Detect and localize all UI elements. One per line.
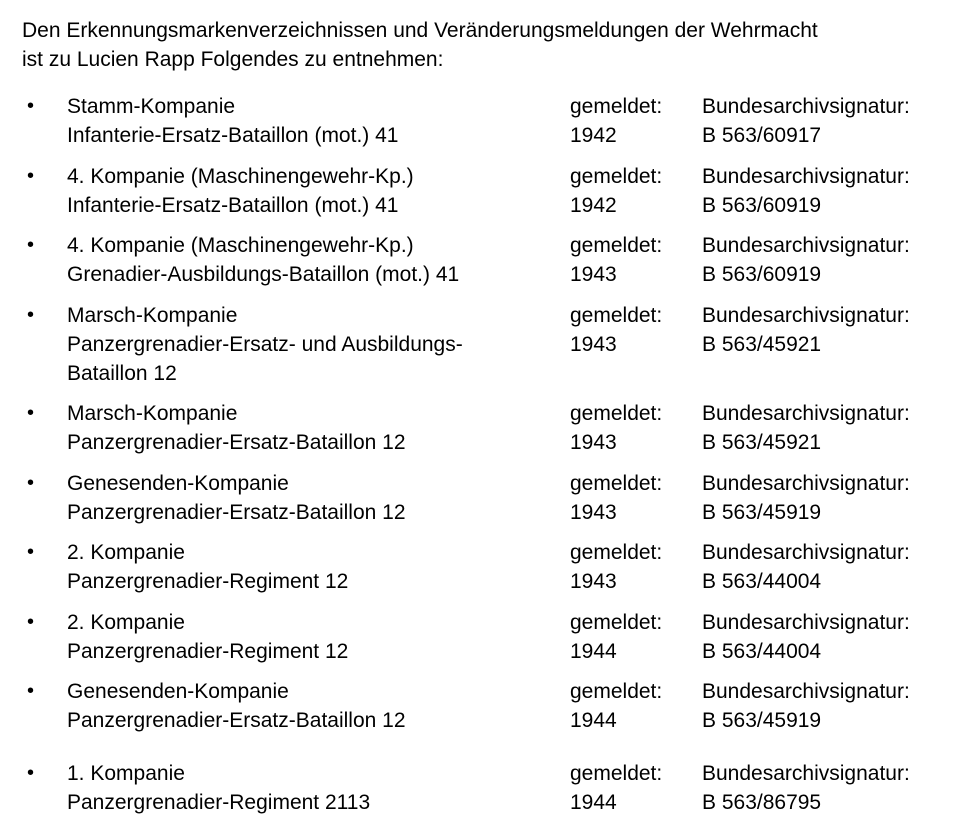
archive-label: Bundesarchivsignatur:	[702, 95, 910, 118]
archive-signature: B 563/45919	[702, 501, 822, 524]
archive-label: Bundesarchivsignatur:	[702, 304, 910, 327]
unit-description	[67, 759, 557, 817]
archive-column	[702, 92, 957, 150]
reported-column	[570, 399, 695, 457]
unit-line: Infanterie-Ersatz-Bataillon (mot.) 41	[67, 194, 399, 217]
reported-label: gemeldet:	[570, 611, 663, 634]
reported-year: 1944	[570, 709, 617, 732]
reported-label: gemeldet:	[570, 472, 663, 495]
reported-label: gemeldet:	[570, 304, 663, 327]
reported-column	[570, 759, 695, 817]
archive-signature: B 563/44004	[702, 640, 822, 663]
reported-column	[570, 231, 695, 289]
unit-line: Infanterie-Ersatz-Bataillon (mot.) 41	[67, 124, 399, 147]
archive-signature: B 563/45921	[702, 333, 822, 356]
reported-label: gemeldet:	[570, 541, 663, 564]
unit-description	[67, 608, 557, 666]
unit-line: Panzergrenadier-Ersatz- und Ausbildungs-	[67, 333, 463, 356]
unit-line: Marsch-Kompanie	[67, 304, 238, 327]
archive-column	[702, 759, 957, 817]
archive-column	[702, 162, 957, 220]
unit-line: Grenadier-Ausbildungs-Bataillon (mot.) 41	[67, 263, 460, 286]
archive-column	[702, 301, 957, 359]
unit-line: Panzergrenadier-Ersatz-Bataillon 12	[67, 431, 406, 454]
archive-column	[702, 469, 957, 527]
bullet-icon: •	[27, 165, 35, 187]
intro-line-1: Den Erkennungsmarkenverzeichnissen und Veränderungsmeldungen der Wehrmacht	[22, 19, 818, 42]
archive-signature: B 563/60919	[702, 263, 822, 286]
archive-signature: B 563/45921	[702, 431, 822, 454]
reported-label: gemeldet:	[570, 165, 663, 188]
unit-line: 1. Kompanie	[67, 762, 185, 785]
intro-line-2: ist zu Lucien Rapp Folgendes zu entnehmen:	[22, 48, 444, 71]
unit-line: 4. Kompanie (Maschinengewehr-Kp.)	[67, 234, 414, 257]
reported-year: 1944	[570, 640, 617, 663]
bullet-icon: •	[27, 402, 35, 424]
archive-column	[702, 231, 957, 289]
reported-year: 1943	[570, 570, 617, 593]
unit-line: Panzergrenadier-Regiment 2113	[67, 791, 371, 814]
unit-description	[67, 677, 557, 735]
bullet-icon: •	[27, 611, 35, 633]
archive-column	[702, 399, 957, 457]
intro-paragraph	[22, 16, 960, 74]
unit-description	[67, 231, 557, 289]
reported-year: 1942	[570, 194, 617, 217]
unit-line: Genesenden-Kompanie	[67, 472, 289, 495]
archive-label: Bundesarchivsignatur:	[702, 165, 910, 188]
unit-description	[67, 92, 557, 150]
reported-label: gemeldet:	[570, 680, 663, 703]
unit-line: Marsch-Kompanie	[67, 402, 238, 425]
reported-year: 1943	[570, 263, 617, 286]
reported-column	[570, 162, 695, 220]
archive-label: Bundesarchivsignatur:	[702, 472, 910, 495]
reported-column	[570, 677, 695, 735]
archive-label: Bundesarchivsignatur:	[702, 680, 910, 703]
unit-line: 2. Kompanie	[67, 541, 185, 564]
bullet-icon: •	[27, 95, 35, 117]
archive-label: Bundesarchivsignatur:	[702, 541, 910, 564]
archive-signature: B 563/44004	[702, 570, 822, 593]
reported-column	[570, 538, 695, 596]
archive-signature: B 563/45919	[702, 709, 822, 732]
reported-column	[570, 92, 695, 150]
unit-line: 2. Kompanie	[67, 611, 185, 634]
reported-column	[570, 469, 695, 527]
reported-year: 1943	[570, 431, 617, 454]
unit-description	[67, 469, 557, 527]
unit-description	[67, 399, 557, 457]
unit-line: Bataillon 12	[67, 362, 177, 385]
archive-label: Bundesarchivsignatur:	[702, 234, 910, 257]
archive-label: Bundesarchivsignatur:	[702, 402, 910, 425]
reported-column	[570, 301, 695, 359]
archive-column	[702, 677, 957, 735]
bullet-icon: •	[27, 472, 35, 494]
archive-label: Bundesarchivsignatur:	[702, 762, 910, 785]
reported-year: 1943	[570, 333, 617, 356]
archive-column	[702, 608, 957, 666]
unit-line: 4. Kompanie (Maschinengewehr-Kp.)	[67, 165, 414, 188]
archive-column	[702, 538, 957, 596]
reported-label: gemeldet:	[570, 402, 663, 425]
unit-line: Panzergrenadier-Ersatz-Bataillon 12	[67, 501, 406, 524]
bullet-icon: •	[27, 680, 35, 702]
archive-signature: B 563/60919	[702, 194, 822, 217]
bullet-icon: •	[27, 762, 35, 784]
bullet-icon: •	[27, 541, 35, 563]
reported-year: 1942	[570, 124, 617, 147]
unit-description	[67, 538, 557, 596]
unit-line: Stamm-Kompanie	[67, 95, 236, 118]
reported-column	[570, 608, 695, 666]
unit-line: Panzergrenadier-Regiment 12	[67, 570, 349, 593]
bullet-icon: •	[27, 234, 35, 256]
unit-line: Genesenden-Kompanie	[67, 680, 289, 703]
reported-year: 1943	[570, 501, 617, 524]
reported-year: 1944	[570, 791, 617, 814]
reported-label: gemeldet:	[570, 762, 663, 785]
unit-description	[67, 301, 557, 388]
bullet-icon: •	[27, 304, 35, 326]
reported-label: gemeldet:	[570, 234, 663, 257]
unit-description	[67, 162, 557, 220]
archive-label: Bundesarchivsignatur:	[702, 611, 910, 634]
reported-label: gemeldet:	[570, 95, 663, 118]
archive-signature: B 563/60917	[702, 124, 822, 147]
unit-line: Panzergrenadier-Regiment 12	[67, 640, 349, 663]
unit-line: Panzergrenadier-Ersatz-Bataillon 12	[67, 709, 406, 732]
archive-signature: B 563/86795	[702, 791, 822, 814]
